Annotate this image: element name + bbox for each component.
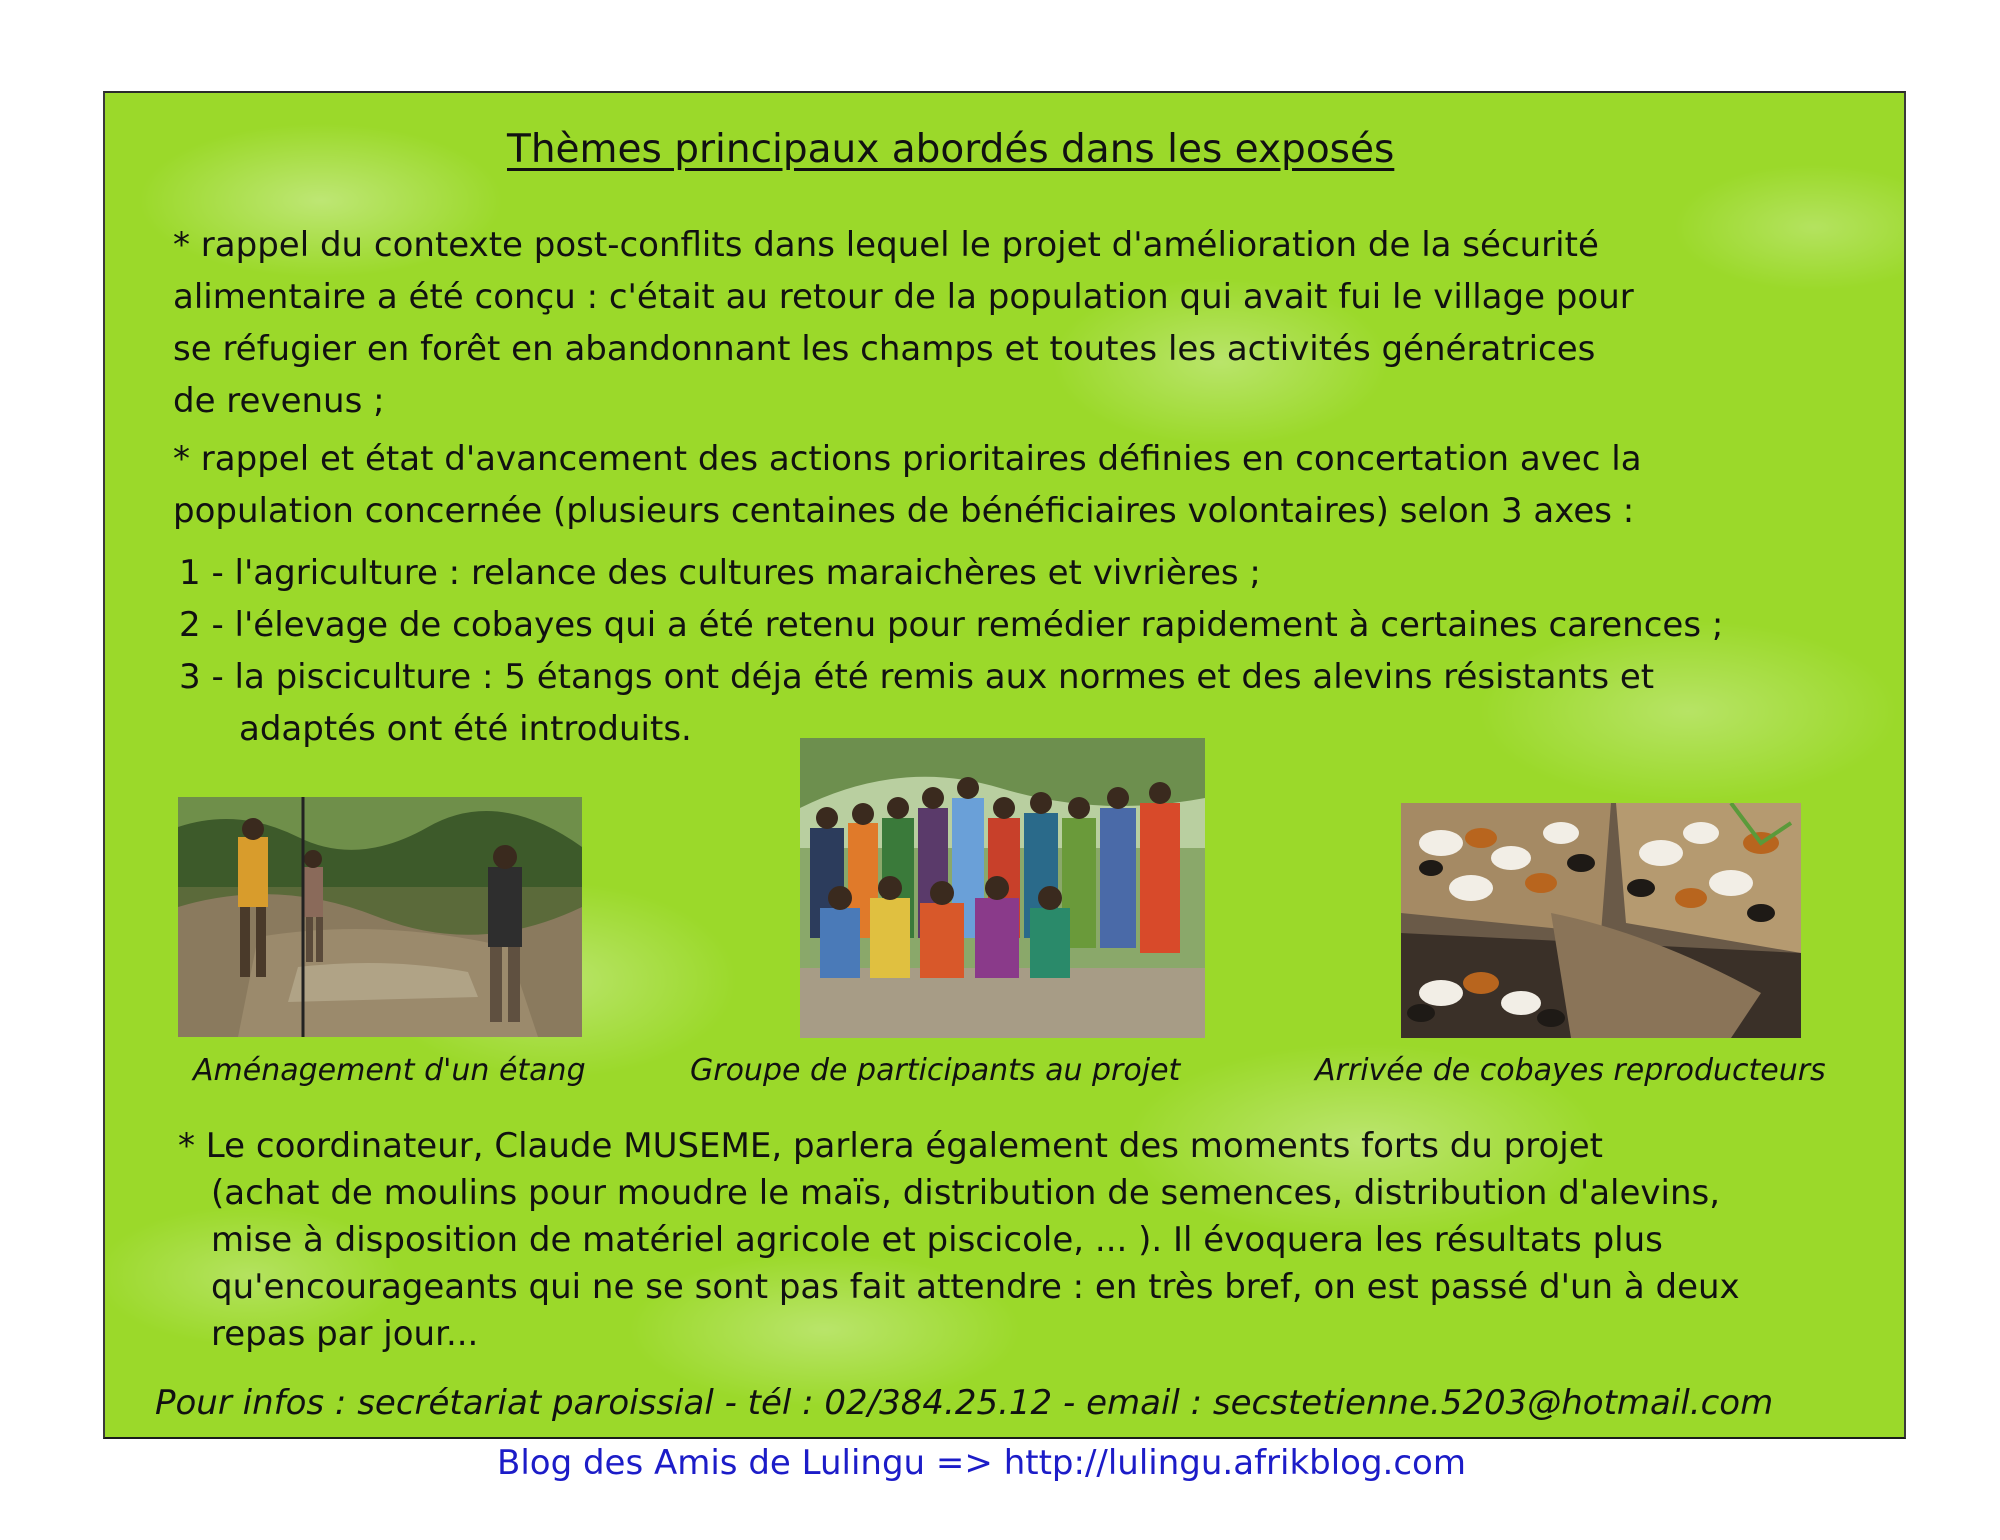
contact-info: Pour infos : secrétariat paroissial - tél : 02/384.25.12 - email : secstetienne.5203@hotmail.com <box>155 1383 1774 1423</box>
guinea-pigs-photo <box>1401 803 1801 1038</box>
progress-paragraph <box>173 433 1642 537</box>
group-caption: Groupe de participants au projet <box>690 1053 1181 1088</box>
axis-item-continuation: adaptés ont été introduits. <box>239 709 692 749</box>
context-line: alimentaire a été conçu : c'était au retour de la population qui avait fui le village pour <box>173 277 1634 317</box>
pond-photo <box>178 797 582 1037</box>
coordinator-line: repas par jour... <box>211 1314 479 1354</box>
context-line: de revenus ; <box>173 381 385 421</box>
context-line: se réfugier en forêt en abandonnant les champs et toutes les activités génératrices <box>173 329 1596 369</box>
guinea-pigs-caption: Arrivée de cobayes reproducteurs <box>1315 1053 1826 1088</box>
coordinator-line: (achat de moulins pour moudre le maïs, distribution de semences, distribution d'alevins, <box>211 1173 1721 1213</box>
axes-list <box>179 547 1723 755</box>
page-title: Thèmes principaux abordés dans les exposés <box>507 127 1395 172</box>
pond-caption: Aménagement d'un étang <box>193 1053 586 1088</box>
coordinator-line: * Le coordinateur, Claude MUSEME, parlera également des moments forts du projet <box>178 1126 1603 1166</box>
flyer-panel <box>103 91 1906 1439</box>
group-photo <box>800 738 1205 1038</box>
axis-item-agriculture: 1 - l'agriculture : relance des cultures maraichères et vivrières ; <box>179 553 1261 593</box>
context-paragraph <box>173 219 1634 427</box>
coordinator-paragraph <box>178 1123 1740 1358</box>
coordinator-line: qu'encourageants qui ne se sont pas fait attendre : en très bref, on est passé d'un à deux <box>211 1267 1740 1307</box>
context-line: * rappel du contexte post-conflits dans lequel le projet d'amélioration de la sécurité <box>173 225 1599 265</box>
axis-item-pisciculture: 3 - la pisciculture : 5 étangs ont déja été remis aux normes et des alevins résistants et <box>179 657 1655 697</box>
coordinator-line: mise à disposition de matériel agricole et piscicole, ... ). Il évoquera les résultats plus <box>211 1220 1663 1260</box>
progress-line: population concernée (plusieurs centaines de bénéficiaires volontaires) selon 3 axes : <box>173 491 1635 531</box>
blog-link[interactable]: Blog des Amis de Lulingu => http://lulingu.afrikblog.com <box>497 1443 1466 1483</box>
axis-item-elevage: 2 - l'élevage de cobayes qui a été retenu pour remédier rapidement à certaines carences ; <box>179 605 1724 645</box>
progress-line: * rappel et état d'avancement des actions prioritaires définies en concertation avec la <box>173 439 1642 479</box>
